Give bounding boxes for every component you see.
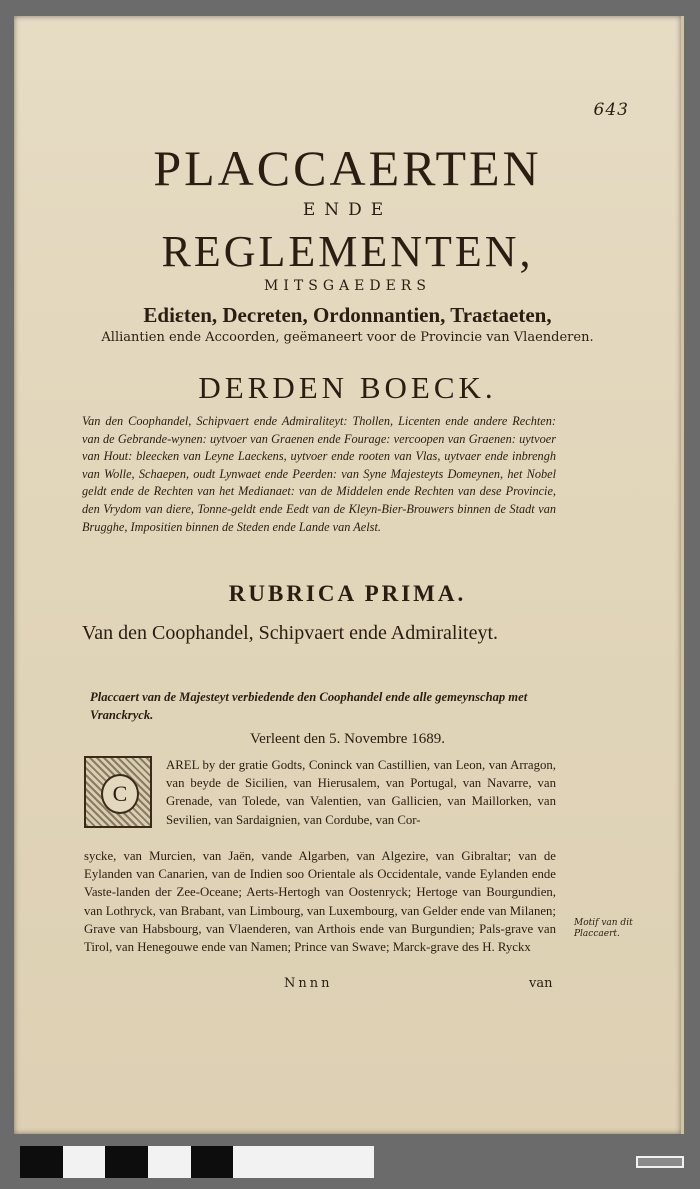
document-page — [14, 16, 684, 1134]
initial-letter: C — [101, 774, 139, 814]
issue-date: Verleent den 5. Novembre 1689. — [250, 731, 445, 747]
scale-black-block — [191, 1146, 234, 1178]
rubrica-heading: RUBRICA PRIMA. — [228, 581, 467, 606]
margin-note: Motif van dit Placcaert. — [574, 918, 633, 939]
title-alliantien: Alliantien ende Accoorden, geëmaneert voor de Provincie van Vlaenderen. — [101, 330, 594, 345]
title-reglementen: REGLEMENTEN, — [161, 227, 534, 276]
scale-white-block — [148, 1146, 191, 1178]
decorated-initial — [84, 756, 152, 828]
title-ende: ENDE — [302, 200, 393, 220]
show-through-text — [234, 106, 474, 124]
section-heading: Van den Coophandel, Schipvaert ende Admiraliteyt. — [82, 622, 499, 644]
scale-black-block — [105, 1146, 148, 1178]
body-text-first: AREL by der gratie Godts, Coninck van Castillien, van Leon, van Arragon, van beyde de Sicilien, van Hierusalem, van Portugal, van Navarre, van Grenade, van Tolede, van Valentien, van Gallicien, van Maillorken, van Sevilien, van Sardaignien, van Cordube, van Cor- — [166, 758, 556, 827]
title-placcaerten: PLACCAERTEN — [153, 140, 542, 196]
scale-black-block — [20, 1146, 63, 1178]
signature-mark: Nnnn — [284, 976, 333, 991]
page-number: 643 — [593, 100, 629, 120]
catch-word: van — [529, 976, 553, 991]
contents-summary: Van den Coophandel, Schipvaert ende Admiraliteyt: Thollen, Licenten ende andere Rechten: van de Gebrande-wynen: uytvoer van Graenen ende Fourage: vercoopen van Graenen: uytvoer van Hout: bleecken van Leyne Laeckens, uytvoer ende rooten van Vlas, uytvaer ende inbrengh van Wolle, Schaepen, oudt Lynwaet ende Peerden: van Syne Majesteyts Domeynen, het Nobel geldt ende de Rechten van het Medianaet: van de Middelen ende Rechten van dese Provincie, den Vrydom van diere, Tonne-geldt ende Eedt van de Kleyn-Bier-Brouwers binnen de Stadt van Brugghe, Impositien binnen de Steden ende Lande van Aelst. — [82, 414, 556, 534]
scale-marker — [636, 1156, 684, 1168]
placcaert-title: Placcaert van de Majesteyt verbiedende den Coophandel ende alle gemeynschap met Vranckryck. — [90, 690, 528, 722]
book-heading: DERDEN BOECK. — [198, 370, 497, 405]
scale-white-block — [233, 1146, 374, 1178]
title-mitsgaeders: MITSGAEDERS — [264, 278, 431, 294]
body-text: sycke, van Murcien, van Jaën, vande Algarben, van Algezire, van Gibraltar; van de Eylanden van Canarien, van de Indien soo Orientale als Occidentale, vande Eylanden ende Vaste-landen der Zee-Oceane; Aerts-Hertogh van Oostenryck; Hertoge van Bourgundien, van Lothryck, van Brabant, van Limbourg, van Luxembourg, van Gelder ende van Milanen; Grave van Habsbourg, van Vlaenderen, van Arthois ende van Burgundien; Pals-grave van Tirol, van Henegouwe ende van Namen; Prince van Swave; Marck-grave des H. Ryckx — [84, 849, 556, 955]
color-scale-bar — [20, 1146, 374, 1178]
scale-white-block — [63, 1146, 106, 1178]
title-edicten: Ediɛten, Decreten, Ordonnantien, Traɛtaeten, — [143, 303, 552, 327]
